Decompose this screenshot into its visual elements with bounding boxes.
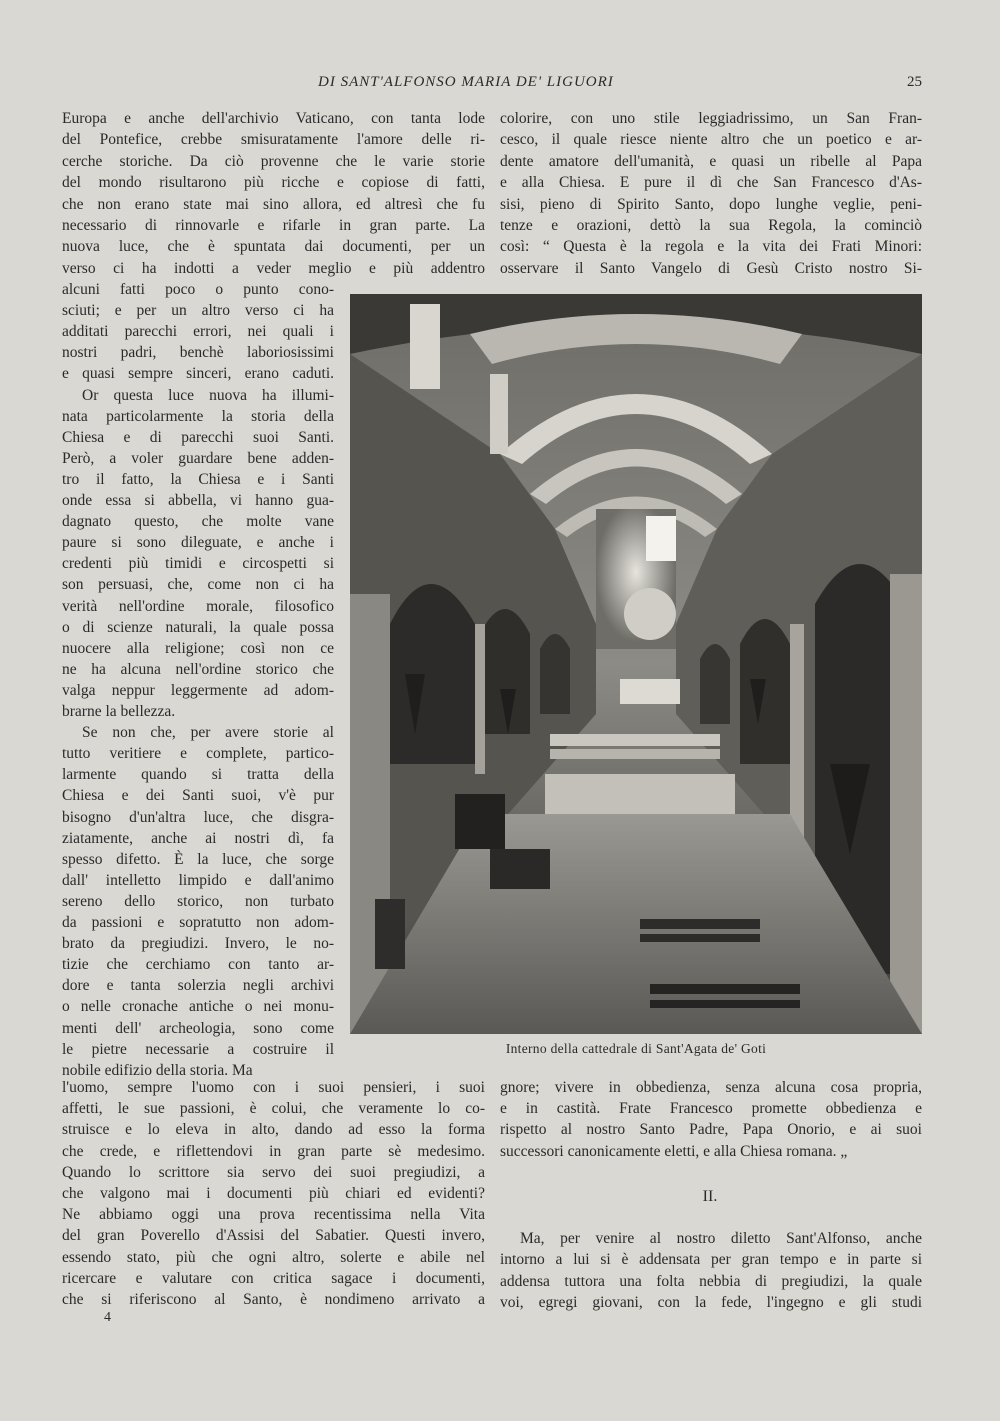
text-line: dagnato questo, che molte vane xyxy=(62,513,334,531)
text-line: dall' intelletto limpido e dall'animo xyxy=(62,871,334,889)
text-line: affetti, le sue passioni, è colui, che veramente lo co- xyxy=(62,1100,485,1118)
text-line: menti dell' archeologia, sono come xyxy=(62,1019,334,1037)
text-line: del gran Poverello d'Assisi del Sabatier. Questi invero, xyxy=(62,1227,485,1245)
text-line: osservare il Santo Vangelo di Gesù Cristo nostro Si- xyxy=(500,259,922,277)
text-line: Ne abbiamo oggi una prova recentissima nella Vita xyxy=(62,1206,485,1224)
text-line: ricercare e valutare con critica sagace i documenti, xyxy=(62,1269,485,1287)
text-line: l'uomo, sempre l'uomo con i suoi pensieri, i suoi xyxy=(62,1079,485,1096)
running-head xyxy=(0,74,1000,96)
text-line: gnore; vivere in obbedienza, senza alcuna cosa propria, xyxy=(500,1079,922,1096)
text-line: del mondo risultarono più ricche e copiose di fatti, xyxy=(62,174,485,192)
text-line: valga neppur leggermente ad adom- xyxy=(62,681,334,699)
text-line: verso ci ha indotti a veder meglio e più addentro xyxy=(62,259,485,277)
text-line: cesco, il quale riesce niente altro che un poetico e ar- xyxy=(500,131,922,149)
text-line: nuocere alla religione; così non ce xyxy=(62,639,334,657)
text-line: e quasi sempre sinceri, erano caduti. xyxy=(62,365,334,383)
text-line: sciuti; e per un altro verso ci ha xyxy=(62,302,334,320)
text-line: che si riferiscono al Santo, è nondimeno arrivato a xyxy=(62,1291,485,1308)
text-line: nobile edifizio della storia. Ma xyxy=(62,1061,253,1079)
text-line: son persuasi, che, come non ci ha xyxy=(62,576,334,594)
text-line: cerche storiche. Da ciò provenne che le varie storie xyxy=(62,152,485,170)
text-line: verità nell'ordine morale, filosofico xyxy=(62,597,334,615)
text-line: nuova luce, che è spuntata dai documenti, per un xyxy=(62,238,485,256)
text-line: Se non che, per avere storie al xyxy=(82,724,334,742)
text-line: Però, a voler guardare bene adden- xyxy=(62,449,334,467)
text-line: tenze e orazioni, dettò la sua Regola, la cominciò xyxy=(500,217,922,234)
signature-mark: 4 xyxy=(104,1310,111,1325)
text-line: dente amatore dell'umanità, e quasi un ribelle al Papa xyxy=(500,152,922,170)
text-line: alcuni fatti poco o punto cono- xyxy=(62,281,334,298)
text-line: ziatamente, anche ai nostri dì, fa xyxy=(62,829,334,847)
text-line: nata particolarmente la storia della xyxy=(62,407,334,425)
text-line: e in castità. Frate Francesco promette obbedienza e xyxy=(500,1100,922,1118)
text-line: sereno dello storico, non turbato xyxy=(62,892,334,910)
text-line: tutto veritiere e complete, partico- xyxy=(62,745,334,763)
text-line: voi, egregi giovani, con la fede, l'ingegno e gli studi xyxy=(500,1294,922,1312)
text-line: nostri padri, benchè laboriosissimi xyxy=(62,344,334,362)
text-line: e alla Chiesa. E pure il dì che San Francesco d'As- xyxy=(500,174,922,192)
text-line: rispetto al nostro Santo Padre, Papa Onorio, e ai suoi xyxy=(500,1121,922,1139)
text-line: bisogno d'un'altra luce, che disgra- xyxy=(62,808,334,826)
text-line: essendo stato, più che ogni altro, solerte e abile nel xyxy=(62,1248,485,1266)
text-line: successori canonicamente eletti, e alla Chiesa romana. „ xyxy=(500,1142,848,1160)
text-line: brato da pregiudizi. Invero, le no- xyxy=(62,935,334,953)
text-line: dore e tanta solerzia negli archivi xyxy=(62,977,334,995)
text-line: che valgono mai i documenti più chiari ed evidenti? xyxy=(62,1185,485,1202)
text-line: necessario di rinnovarle e rifarle in gran parte. La xyxy=(62,217,485,234)
text-line: o nelle cronache antiche o nei monu- xyxy=(62,998,334,1016)
text-line: struisce e lo eleva in alto, dando ad esso la forma xyxy=(62,1121,485,1139)
text-line: da passioni e sopratutto non adom- xyxy=(62,914,334,931)
text-line: larmente quando si tratta della xyxy=(62,766,334,784)
text-line: colorire, con uno stile leggiadrissimo, un San Fran- xyxy=(500,110,922,127)
section-heading: II. xyxy=(702,1188,718,1205)
text-line: Quando lo scrittore sia servo dei suoi pregiudizi, a xyxy=(62,1163,485,1181)
text-line: Chiesa e dei Santi suoi, v'è pur xyxy=(62,787,334,805)
text-line: addensa tuttora una folta nebbia di pregiudizi, la quale xyxy=(500,1272,922,1290)
text-line: Chiesa e di parecchi suoi Santi. xyxy=(62,428,334,446)
text-line: Europa e anche dell'archivio Vaticano, con tanta lode xyxy=(62,110,485,127)
running-title: DI SANT'ALFONSO MARIA DE' LIGUORI xyxy=(318,74,614,90)
text-line: additati parecchi errori, nei quali i xyxy=(62,323,334,341)
text-line: che non erano state mai sino allora, ed altresì che fu xyxy=(62,195,485,213)
text-line: paure si sono dileguate, e anche i xyxy=(62,534,334,552)
text-line: tro il fatto, la Chiesa e i Santi xyxy=(62,470,334,488)
text-line: sisi, pieno di Spirito Santo, dopo lunghe veglie, peni- xyxy=(500,195,922,213)
text-line: o di scienze naturali, la quale possa xyxy=(62,618,334,636)
text-line: tizie che cerchiamo con tanto ar- xyxy=(62,956,334,974)
text-line: ne ha alcuna nell'ordine storico che xyxy=(62,660,334,678)
text-line: le pietre necessarie a costruire il xyxy=(62,1040,334,1058)
page-number: 25 xyxy=(907,74,922,90)
text-line: che crede, e riflettendovi in gran parte sè medesimo. xyxy=(62,1142,485,1160)
text-line: brarne la bellezza. xyxy=(62,703,176,720)
text-line: onde essa si abbella, vi hanno gua- xyxy=(62,492,334,509)
figure-caption: Interno della cattedrale di Sant'Agata de' Goti xyxy=(505,1041,767,1056)
text-line: del Pontefice, crebbe smisuratamente l'amore delle ri- xyxy=(62,131,485,149)
text-line: credenti più timidi e circospetti si xyxy=(62,555,334,573)
text-line: intorno a lui si è addensata per gran tempo e in parte si xyxy=(500,1251,922,1269)
text-line: Ma, per venire al nostro diletto Sant'Alfonso, anche xyxy=(520,1230,922,1247)
text-line: Or questa luce nuova ha illumi- xyxy=(82,386,334,404)
text-line: spesso difetto. È la luce, che sorge xyxy=(62,850,334,868)
cathedral-interior-photo xyxy=(350,294,922,1034)
text-line: così: “ Questa è la regola e la vita dei Frati Minori: xyxy=(500,238,922,256)
